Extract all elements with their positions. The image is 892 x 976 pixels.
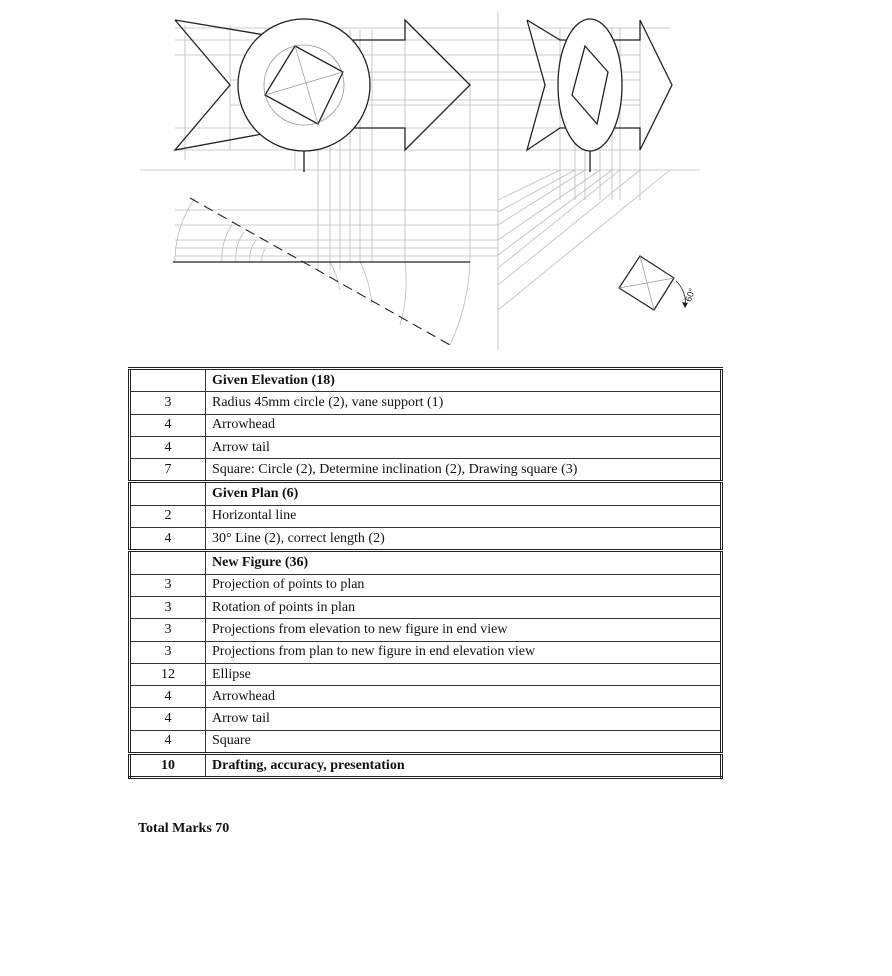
description-cell: Arrowhead bbox=[206, 414, 722, 436]
description-cell: Square bbox=[206, 730, 722, 753]
table-row bbox=[130, 436, 722, 458]
table-row bbox=[130, 663, 722, 685]
marks-cell: 3 bbox=[130, 641, 206, 663]
marks-cell: 7 bbox=[130, 459, 206, 482]
marks-cell: 4 bbox=[130, 686, 206, 708]
marks-cell bbox=[130, 551, 206, 574]
description-cell: Projections from plan to new figure in end elevation view bbox=[206, 641, 722, 663]
description-cell: Square: Circle (2), Determine inclination (2), Drawing square (3) bbox=[206, 459, 722, 482]
section-header-row bbox=[130, 551, 722, 574]
end-view-figure bbox=[527, 19, 672, 172]
marks-cell: 4 bbox=[130, 730, 206, 753]
table-row bbox=[130, 596, 722, 618]
marks-cell: 3 bbox=[130, 619, 206, 641]
technical-drawing bbox=[120, 8, 720, 358]
table-row bbox=[130, 392, 722, 414]
marks-cell: 3 bbox=[130, 574, 206, 596]
given-plan bbox=[173, 198, 470, 345]
description-cell: Given Plan (6) bbox=[206, 482, 722, 505]
table-row bbox=[130, 641, 722, 663]
table-row bbox=[130, 574, 722, 596]
description-cell: Radius 45mm circle (2), vane support (1) bbox=[206, 392, 722, 414]
table-row bbox=[130, 730, 722, 753]
description-cell: Arrow tail bbox=[206, 436, 722, 458]
description-cell: Arrow tail bbox=[206, 708, 722, 730]
description-cell: 30° Line (2), correct length (2) bbox=[206, 528, 722, 551]
marks-cell: 4 bbox=[130, 708, 206, 730]
marks-cell: 4 bbox=[130, 436, 206, 458]
description-cell: New Figure (36) bbox=[206, 551, 722, 574]
marks-cell: 4 bbox=[130, 528, 206, 551]
section-header-row bbox=[130, 369, 722, 392]
description-cell: Rotation of points in plan bbox=[206, 596, 722, 618]
marking-scheme-table bbox=[128, 367, 723, 779]
description-cell: Projections from elevation to new figure in end view bbox=[206, 619, 722, 641]
given-elevation bbox=[175, 19, 470, 172]
marks-cell: 3 bbox=[130, 596, 206, 618]
description-cell: Given Elevation (18) bbox=[206, 369, 722, 392]
marks-cell bbox=[130, 369, 206, 392]
angle-label: 60° bbox=[683, 286, 698, 304]
table-row bbox=[130, 414, 722, 436]
total-marks: Total Marks 70 bbox=[138, 821, 230, 836]
marks-cell: 2 bbox=[130, 505, 206, 527]
marks-cell: 10 bbox=[130, 754, 206, 778]
table-row bbox=[130, 708, 722, 730]
table-row bbox=[130, 686, 722, 708]
marks-cell: 4 bbox=[130, 414, 206, 436]
section-header-row bbox=[130, 482, 722, 505]
description-cell: Horizontal line bbox=[206, 505, 722, 527]
description-cell: Drafting, accuracy, presentation bbox=[206, 754, 722, 778]
marks-cell bbox=[130, 482, 206, 505]
table-row bbox=[130, 754, 722, 778]
description-cell: Arrowhead bbox=[206, 686, 722, 708]
description-cell: Ellipse bbox=[206, 663, 722, 685]
marks-cell: 12 bbox=[130, 663, 206, 685]
table-row bbox=[130, 619, 722, 641]
table-row bbox=[130, 459, 722, 482]
table-row bbox=[130, 505, 722, 527]
marks-cell: 3 bbox=[130, 392, 206, 414]
description-cell: Projection of points to plan bbox=[206, 574, 722, 596]
table-row bbox=[130, 528, 722, 551]
inclined-square-detail bbox=[619, 256, 688, 310]
